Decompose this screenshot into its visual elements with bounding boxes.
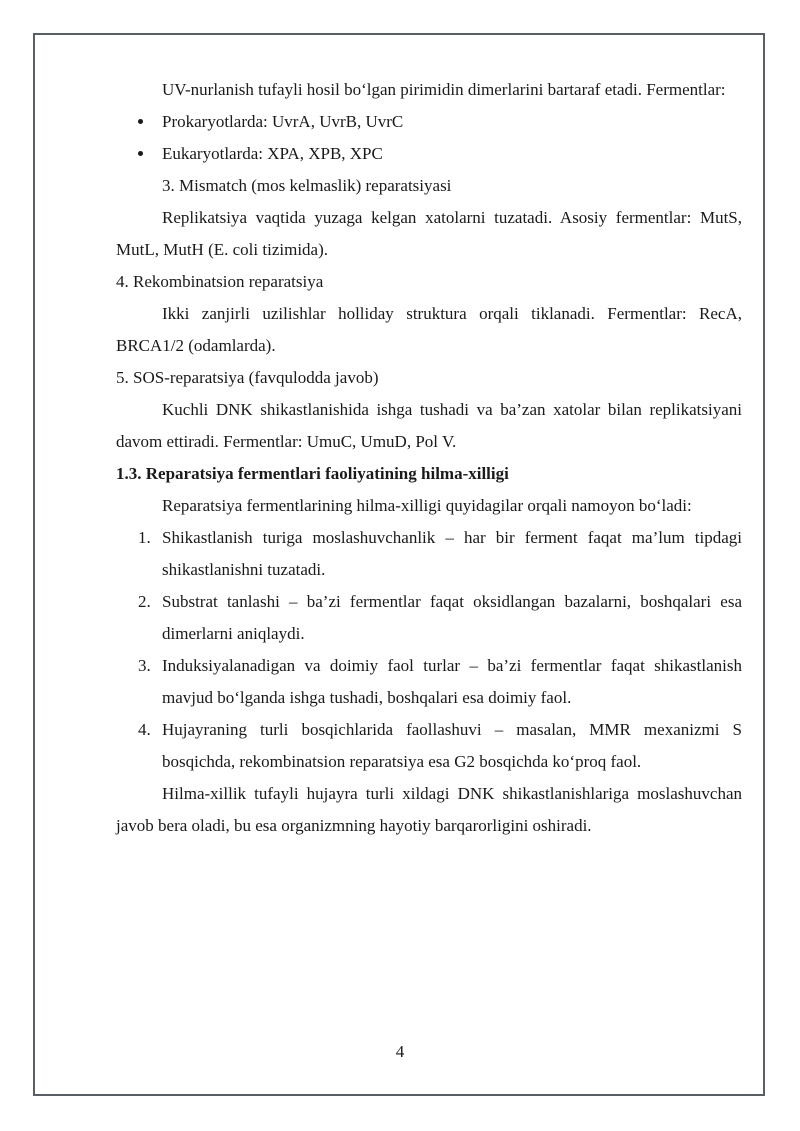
list-item-number: 2. [138,592,151,611]
page-number: 4 [395,1042,405,1061]
list-item-text: Eukaryotlarda: XPA, XPB, XPC [162,144,383,163]
section-heading: 1.3. Reparatsiya fermentlari faoliyatining hilma-xilligi [116,464,509,483]
diversity-numbered-list [116,522,742,778]
list-item-number: 1. [138,528,151,547]
subheading-mismatch: 3. Mismatch (mos kelmaslik) reparatsiyasi [162,176,452,195]
list-item [116,106,742,138]
paragraph-recombination: Ikki zanjirli uzilishlar holliday struktura orqali tiklanadi. Fermentlar: RecA, BRCA1/2 (odamlarda). [116,304,742,355]
list-item [116,650,742,714]
list-item-text: Induksiyalanadigan va doimiy faol turlar – ba’zi fermentlar faqat shikastlanish mavjud bo‘lganda ishga tushadi, boshqalari esa doimiy faol. [162,656,742,707]
list-item-text: Prokaryotlarda: UvrA, UvrB, UvrC [162,112,404,131]
page-content [116,74,742,842]
list-item-text: Hujayraning turli bosqichlarida faollashuvi – masalan, MMR mexanizmi S bosqichda, rekombinatsion reparatsiya esa G2 bosqichda ko‘proq faol. [162,720,742,771]
list-item-number: 4. [138,720,151,739]
list-item-number: 3. [138,656,151,675]
list-item [116,586,742,650]
list-item-text: Shikastlanish turiga moslashuvchanlik – har bir ferment faqat ma’lum tipdagi shikastlanishni tuzatadi. [162,528,742,579]
paragraph-sos: Kuchli DNK shikastlanishida ishga tushadi va ba’zan xatolar bilan replikatsiyani davom ettiradi. Fermentlar: UmuC, UmuD, Pol V. [116,400,742,451]
paragraph-mismatch: Replikatsiya vaqtida yuzaga kelgan xatolarni tuzatadi. Asosiy fermentlar: MutS, MutL, MutH (E. coli tizimida). [116,208,742,259]
subheading-recombination: 4. Rekombinatsion reparatsiya [116,272,324,291]
subheading-sos: 5. SOS-reparatsiya (favqulodda javob) [116,368,379,387]
enzyme-bullet-list [116,106,742,170]
bullet-icon [138,119,143,124]
bullet-icon [138,151,143,156]
paragraph-uv-repair: UV-nurlanish tufayli hosil bo‘lgan pirimidin dimerlarini bartaraf etadi. Fermentlar: [162,80,726,99]
list-item [116,714,742,778]
paragraph-conclusion: Hilma-xillik tufayli hujayra turli xildagi DNK shikastlanishlariga moslashuvchan javob bera oladi, bu esa organizmning hayotiy barqarorligini oshiradi. [116,784,742,835]
list-item [116,522,742,586]
section-intro: Reparatsiya fermentlarining hilma-xilligi quyidagilar orqali namoyon bo‘ladi: [162,496,692,515]
list-item [116,138,742,170]
list-item-text: Substrat tanlashi – ba’zi fermentlar faqat oksidlangan bazalarni, boshqalari esa dimerlarni aniqlaydi. [162,592,742,643]
